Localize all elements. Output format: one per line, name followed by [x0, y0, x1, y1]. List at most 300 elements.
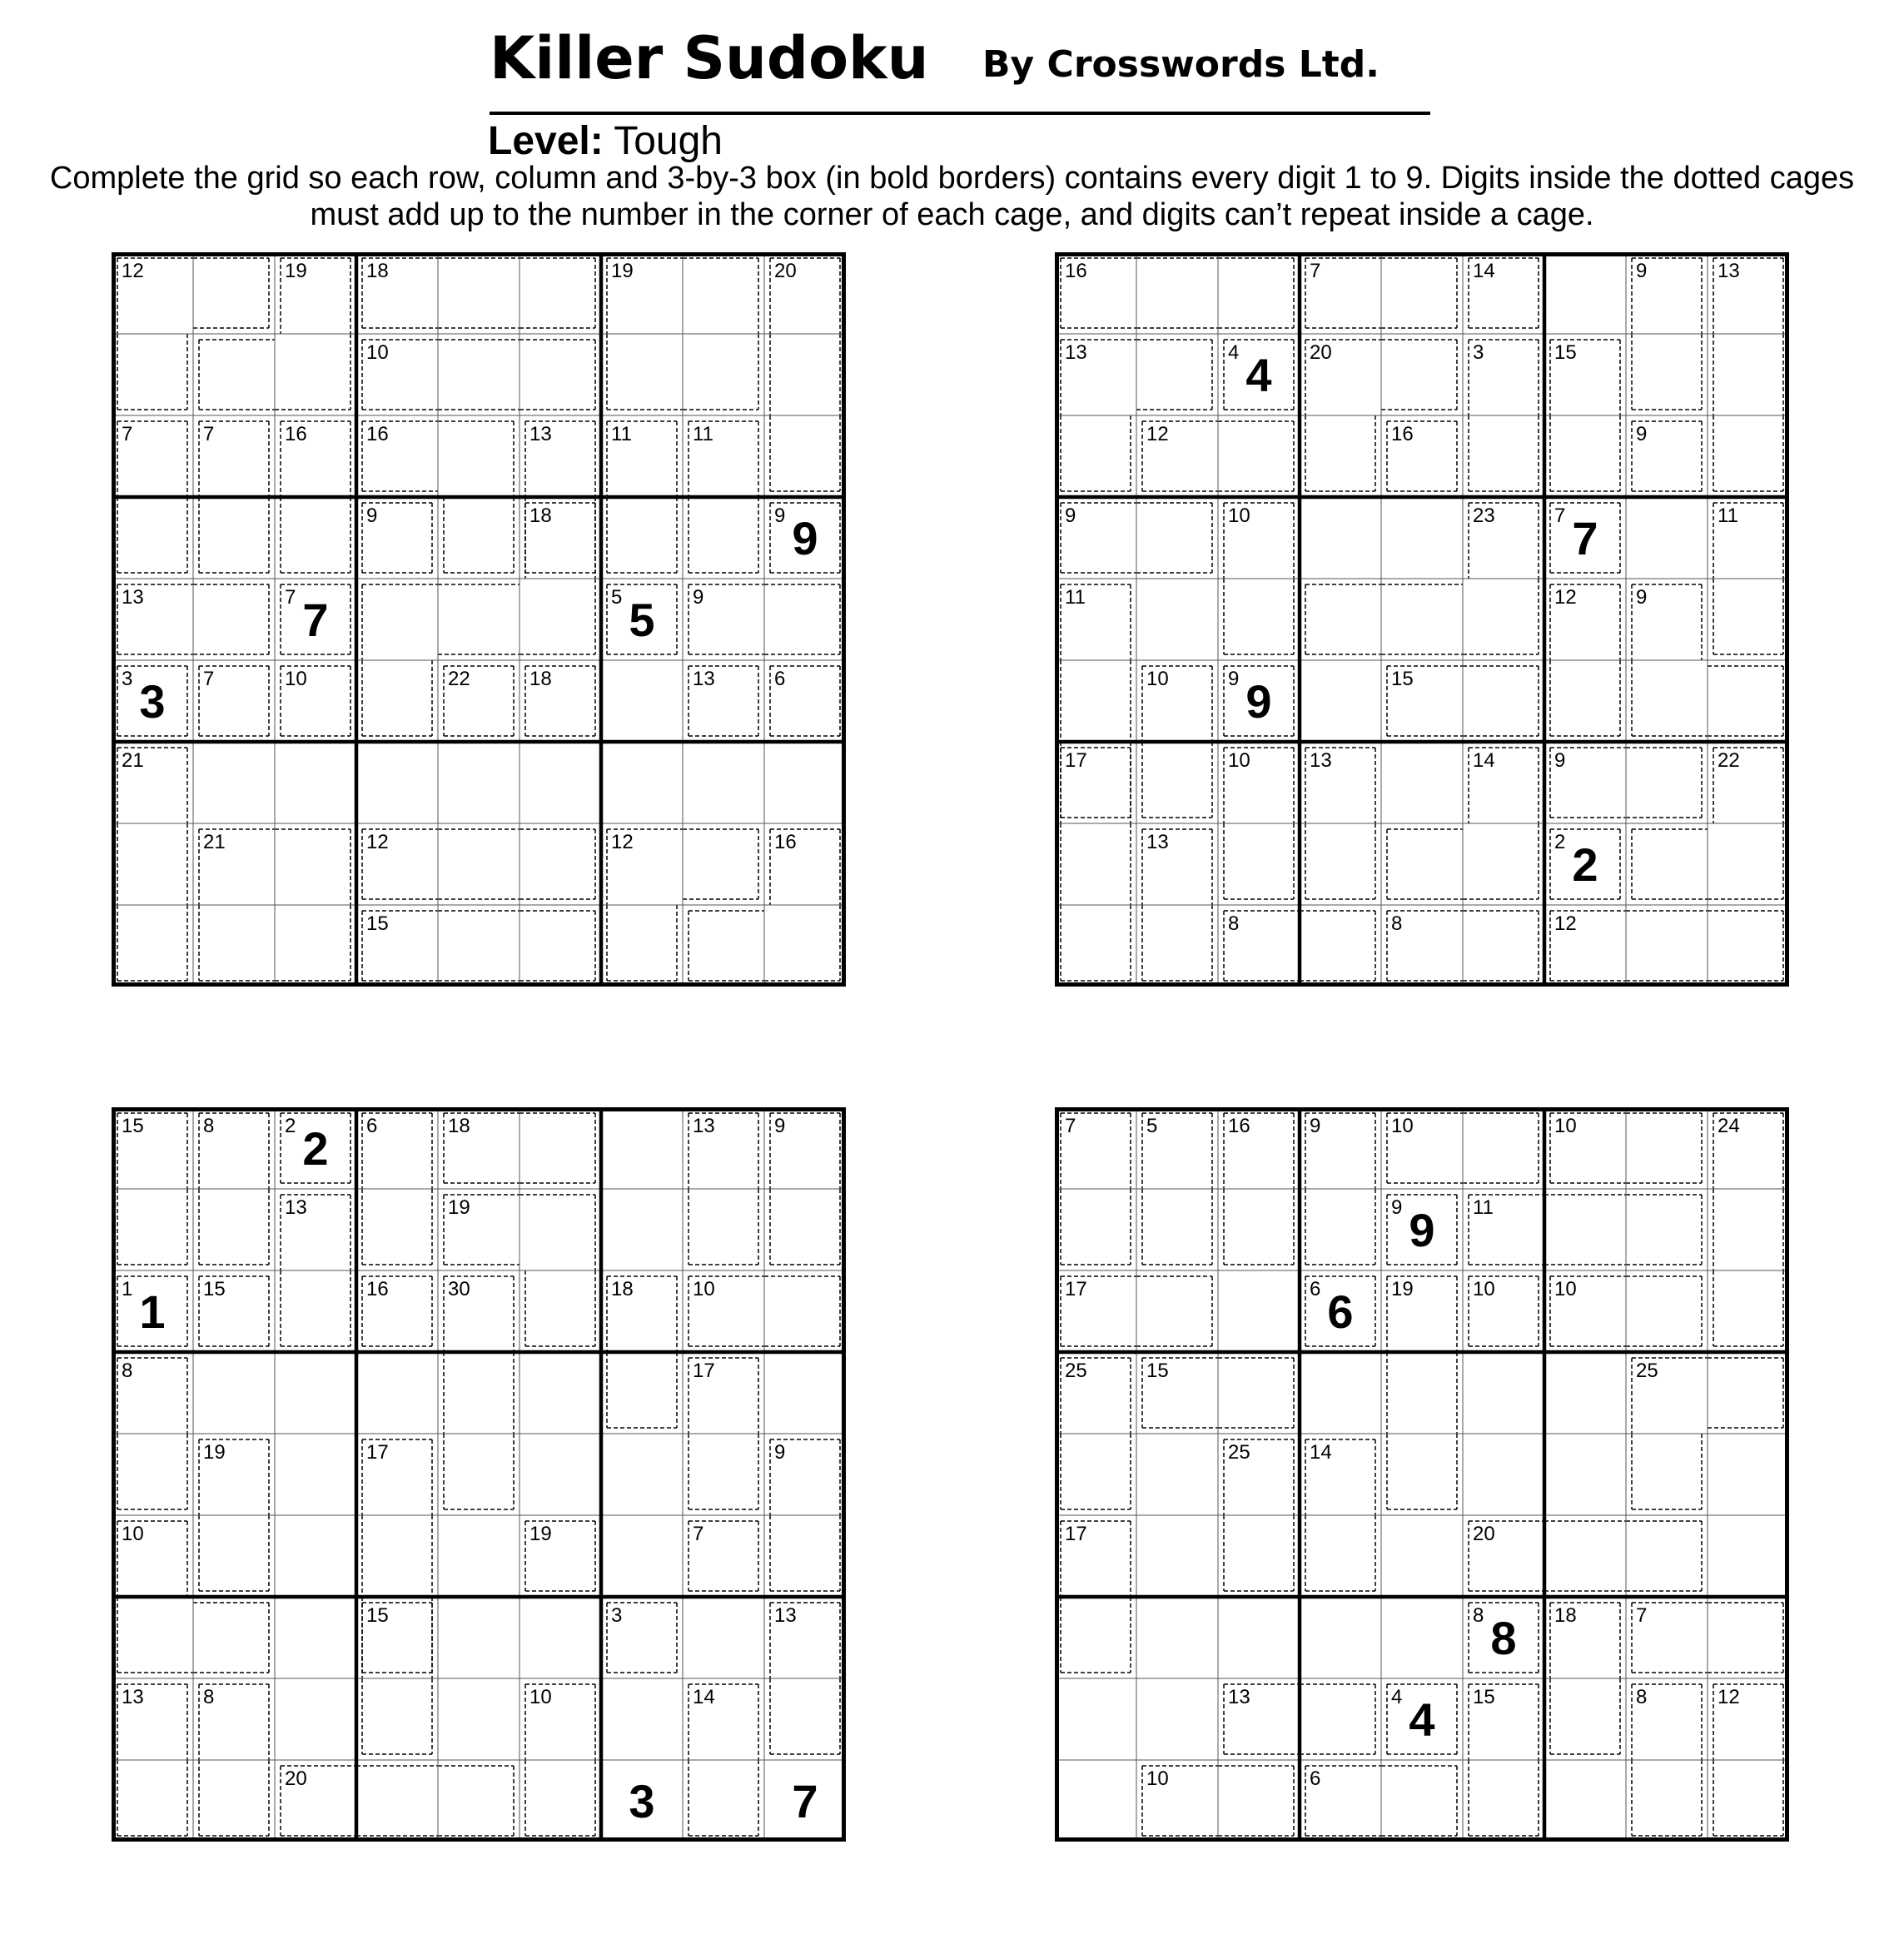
cage-sum-label: 1 [122, 1278, 133, 1300]
sudoku-cell[interactable] [683, 497, 764, 579]
sudoku-cell[interactable] [438, 823, 519, 905]
cage-sum-label: 4 [1228, 341, 1240, 364]
sudoku-cell[interactable] [1463, 1434, 1544, 1515]
sudoku-cell[interactable] [1708, 415, 1789, 497]
sudoku-cell[interactable] [193, 579, 275, 660]
sudoku-cell[interactable] [1055, 1597, 1136, 1678]
cage-sum-label: 25 [1636, 1360, 1658, 1382]
sudoku-cell[interactable] [519, 1597, 601, 1678]
sudoku-cell[interactable] [193, 1352, 275, 1434]
sudoku-cell[interactable] [112, 1760, 193, 1842]
sudoku-cell[interactable] [438, 579, 519, 660]
sudoku-cell[interactable] [1136, 1678, 1218, 1760]
sudoku-cell[interactable] [601, 334, 683, 415]
sudoku-cell[interactable] [1463, 579, 1544, 660]
cage-sum-label: 10 [122, 1523, 144, 1545]
sudoku-cell[interactable] [601, 660, 683, 742]
sudoku-cell[interactable] [601, 1189, 683, 1270]
cage-sum-label: 21 [203, 831, 226, 853]
sudoku-cell[interactable] [1136, 905, 1218, 987]
cage-sum-label: 17 [366, 1441, 389, 1464]
cage-sum-label: 16 [285, 423, 307, 445]
sudoku-cell[interactable] [356, 1760, 438, 1842]
cage-sum-label: 9 [693, 586, 704, 609]
sudoku-cell[interactable] [1708, 1760, 1789, 1842]
sudoku-cell[interactable] [601, 905, 683, 987]
sudoku-cell[interactable] [438, 1434, 519, 1515]
cage-sum-label: 7 [1554, 505, 1566, 527]
cage-sum-label: 20 [1310, 341, 1332, 364]
sudoku-cell[interactable] [1708, 1352, 1789, 1434]
grid-svg [112, 1107, 846, 1842]
given-digit: 2 [1572, 838, 1598, 891]
sudoku-cell[interactable] [601, 497, 683, 579]
given-digit: 8 [1490, 1612, 1517, 1664]
cage-sum-label: 12 [1718, 1686, 1740, 1708]
sudoku-cell[interactable] [1300, 1515, 1381, 1597]
sudoku-cell[interactable] [1381, 1597, 1463, 1678]
sudoku-cell[interactable] [1381, 497, 1463, 579]
cage-sum-label: 13 [122, 586, 144, 609]
sudoku-cell[interactable] [1218, 1597, 1300, 1678]
cage-sum-label: 13 [1065, 341, 1087, 364]
sudoku-cell[interactable] [764, 334, 846, 415]
sudoku-cell[interactable] [1463, 1352, 1544, 1434]
cage-sum-label: 18 [529, 505, 552, 527]
cage-sum-label: 16 [1391, 423, 1414, 445]
cage-sum-label: 9 [1065, 505, 1076, 527]
sudoku-cell[interactable] [275, 1678, 356, 1760]
sudoku-cell[interactable] [683, 1434, 764, 1515]
cage-sum-label: 10 [285, 668, 307, 690]
sudoku-cell[interactable] [1626, 1270, 1708, 1352]
sudoku-cell[interactable] [1381, 1352, 1463, 1434]
sudoku-cell[interactable] [1381, 334, 1463, 415]
sudoku-cell[interactable] [438, 1515, 519, 1597]
sudoku-cell[interactable] [1463, 415, 1544, 497]
sudoku-cell[interactable] [193, 497, 275, 579]
instructions-text: Complete the grid so each row, column and 3-by-3 box (in bold borders) contains every digit 1 to 9. Digits inside the dotted cages must add up to the number in the corner of each cage, and digits can’t repeat inside a cage. [49, 161, 1855, 232]
sudoku-cell[interactable] [1136, 334, 1218, 415]
sudoku-cell[interactable] [1463, 823, 1544, 905]
sudoku-cell[interactable] [438, 334, 519, 415]
sudoku-cell[interactable] [1708, 1597, 1789, 1678]
given-digit: 1 [139, 1285, 166, 1338]
sudoku-cell[interactable] [1463, 1760, 1544, 1842]
sudoku-cell[interactable] [112, 905, 193, 987]
sudoku-cell[interactable] [1136, 497, 1218, 579]
sudoku-cell[interactable] [1544, 415, 1626, 497]
sudoku-cell[interactable] [1300, 660, 1381, 742]
cage-sum-label: 20 [774, 260, 797, 282]
sudoku-cell[interactable] [519, 905, 601, 987]
sudoku-cell[interactable] [1136, 1189, 1218, 1270]
cage-sum-label: 9 [774, 1115, 786, 1137]
cage-sum-label: 10 [1146, 1767, 1169, 1790]
level-label: Level: [488, 119, 604, 163]
header-rule [490, 112, 1430, 115]
cage-sum-label: 16 [366, 423, 389, 445]
sudoku-cell[interactable] [193, 1189, 275, 1270]
sudoku-cell[interactable] [683, 252, 764, 334]
sudoku-cell[interactable] [764, 1189, 846, 1270]
cage-sum-label: 13 [529, 423, 552, 445]
cage-sum-label: 5 [611, 586, 623, 609]
cage-sum-label: 9 [1636, 423, 1648, 445]
sudoku-cell[interactable] [1708, 823, 1789, 905]
cage-sum-label: 17 [693, 1360, 715, 1382]
sudoku-cell[interactable] [438, 1352, 519, 1434]
sudoku-cell[interactable] [683, 742, 764, 823]
given-digit: 7 [302, 594, 329, 646]
sudoku-cell[interactable] [1463, 660, 1544, 742]
cage-sum-label: 14 [693, 1686, 715, 1708]
sudoku-cell[interactable] [275, 1270, 356, 1352]
cage-sum-label: 19 [529, 1523, 552, 1545]
cage-sum-label: 20 [285, 1767, 307, 1790]
cage-sum-label: 10 [1554, 1115, 1577, 1137]
sudoku-cell[interactable] [1544, 1434, 1626, 1515]
sudoku-cell[interactable] [275, 1515, 356, 1597]
sudoku-cell[interactable] [764, 579, 846, 660]
sudoku-cell[interactable] [1708, 1189, 1789, 1270]
cage-sum-label: 13 [1146, 831, 1169, 853]
sudoku-cell[interactable] [193, 905, 275, 987]
cage-sum-label: 7 [1065, 1115, 1076, 1137]
cage-sum-label: 8 [1391, 912, 1403, 935]
sudoku-cell[interactable] [1626, 823, 1708, 905]
sudoku-cell[interactable] [764, 1678, 846, 1760]
sudoku-cell[interactable] [356, 1678, 438, 1760]
sudoku-cell[interactable] [683, 1597, 764, 1678]
cage-sum-label: 15 [1146, 1360, 1169, 1382]
cage-sum-label: 10 [1391, 1115, 1414, 1137]
sudoku-cell[interactable] [764, 1352, 846, 1434]
cage-sum-label: 8 [203, 1686, 215, 1708]
sudoku-cell[interactable] [275, 497, 356, 579]
sudoku-cell[interactable] [1136, 1597, 1218, 1678]
sudoku-grid-top-left[interactable] [112, 252, 846, 987]
cage-sum-label: 22 [448, 668, 470, 690]
sudoku-cell[interactable] [683, 1189, 764, 1270]
cage-sum-label: 7 [1636, 1604, 1648, 1627]
sudoku-cell[interactable] [764, 1515, 846, 1597]
sudoku-cell[interactable] [1055, 823, 1136, 905]
sudoku-cell[interactable] [193, 334, 275, 415]
cage-sum-label: 9 [366, 505, 378, 527]
sudoku-cell[interactable] [1136, 579, 1218, 660]
sudoku-cell[interactable] [1218, 1515, 1300, 1597]
sudoku-cell[interactable] [683, 905, 764, 987]
sudoku-cell[interactable] [519, 1434, 601, 1515]
sudoku-cell[interactable] [519, 1189, 601, 1270]
sudoku-cell[interactable] [601, 1434, 683, 1515]
sudoku-cell[interactable] [1381, 823, 1463, 905]
sudoku-cell[interactable] [1300, 823, 1381, 905]
sudoku-grid-bottom-left[interactable] [112, 1107, 846, 1842]
sudoku-cell[interactable] [275, 905, 356, 987]
sudoku-cell[interactable] [1381, 1515, 1463, 1597]
sudoku-cell[interactable] [112, 1597, 193, 1678]
sudoku-cell[interactable] [1300, 1189, 1381, 1270]
sudoku-cell[interactable] [1544, 660, 1626, 742]
sudoku-cell[interactable] [601, 1678, 683, 1760]
sudoku-cell[interactable] [1708, 905, 1789, 987]
sudoku-cell[interactable] [519, 252, 601, 334]
sudoku-cell[interactable] [683, 1760, 764, 1842]
sudoku-cell[interactable] [1626, 334, 1708, 415]
sudoku-cell[interactable] [1463, 1107, 1544, 1189]
cage-sum-label: 15 [366, 1604, 389, 1627]
page-title: Killer Sudoku [490, 24, 929, 92]
sudoku-cell[interactable] [1055, 1189, 1136, 1270]
sudoku-cell[interactable] [1136, 1515, 1218, 1597]
cage-sum-label: 10 [693, 1278, 715, 1300]
cage-sum-label: 12 [1146, 423, 1169, 445]
sudoku-cell[interactable] [1136, 742, 1218, 823]
sudoku-cell[interactable] [1381, 579, 1463, 660]
cage-sum-label: 19 [203, 1441, 226, 1464]
sudoku-cell[interactable] [1626, 905, 1708, 987]
sudoku-cell[interactable] [112, 823, 193, 905]
difficulty-level [488, 117, 723, 167]
cage-sum-label: 5 [1146, 1115, 1158, 1137]
sudoku-cell[interactable] [1055, 1678, 1136, 1760]
sudoku-cell[interactable] [1381, 1434, 1463, 1515]
cage-sum-label: 19 [448, 1196, 470, 1219]
sudoku-cell[interactable] [112, 334, 193, 415]
sudoku-cell[interactable] [112, 1434, 193, 1515]
sudoku-cell[interactable] [764, 1270, 846, 1352]
sudoku-cell[interactable] [1300, 415, 1381, 497]
sudoku-cell[interactable] [1626, 742, 1708, 823]
sudoku-cell[interactable] [275, 823, 356, 905]
sudoku-cell[interactable] [1136, 252, 1218, 334]
sudoku-cell[interactable] [1218, 1760, 1300, 1842]
sudoku-cell[interactable] [1708, 660, 1789, 742]
cage-sum-label: 10 [1473, 1278, 1495, 1300]
sudoku-cell[interactable] [275, 742, 356, 823]
cage-sum-label: 8 [1473, 1604, 1484, 1627]
sudoku-cell[interactable] [193, 252, 275, 334]
sudoku-cell[interactable] [438, 742, 519, 823]
sudoku-cell[interactable] [1708, 334, 1789, 415]
cage-sum-label: 23 [1473, 505, 1495, 527]
sudoku-cell[interactable] [1626, 1760, 1708, 1842]
sudoku-cell[interactable] [1708, 579, 1789, 660]
cage-sum-label: 9 [1228, 668, 1240, 690]
cage-sum-label: 12 [122, 260, 144, 282]
sudoku-cell[interactable] [438, 1597, 519, 1678]
cage-sum-label: 16 [1228, 1115, 1250, 1137]
sudoku-cell[interactable] [1626, 1107, 1708, 1189]
sudoku-cell[interactable] [683, 334, 764, 415]
sudoku-cell[interactable] [1544, 1760, 1626, 1842]
cage-sum-label: 13 [1718, 260, 1740, 282]
sudoku-cell[interactable] [1381, 742, 1463, 823]
cage-sum-label: 9 [1554, 749, 1566, 772]
cage-sum-label: 19 [1391, 1278, 1414, 1300]
sudoku-cell[interactable] [764, 742, 846, 823]
sudoku-cell[interactable] [519, 742, 601, 823]
cage-sum-label: 7 [122, 423, 133, 445]
sudoku-cell[interactable] [193, 1515, 275, 1597]
cage-sum-label: 13 [1310, 749, 1332, 772]
sudoku-cell[interactable] [1463, 905, 1544, 987]
cage-sum-label: 10 [1554, 1278, 1577, 1300]
sudoku-cell[interactable] [1218, 252, 1300, 334]
grid-svg [112, 252, 846, 987]
sudoku-cell[interactable] [601, 1515, 683, 1597]
cage-sum-label: 6 [366, 1115, 378, 1137]
sudoku-cell[interactable] [1381, 1760, 1463, 1842]
cage-sum-label: 25 [1228, 1441, 1250, 1464]
given-digit: 9 [1409, 1204, 1435, 1256]
cage-sum-label: 18 [1554, 1604, 1577, 1627]
sudoku-cell[interactable] [1708, 1434, 1789, 1515]
sudoku-cell[interactable] [764, 905, 846, 987]
given-digit: 3 [139, 675, 166, 728]
sudoku-cell[interactable] [1136, 1270, 1218, 1352]
sudoku-cell[interactable] [1544, 252, 1626, 334]
sudoku-cell[interactable] [438, 252, 519, 334]
cage-sum-label: 4 [1391, 1686, 1403, 1708]
sudoku-cell[interactable] [1136, 1434, 1218, 1515]
cage-sum-label: 14 [1473, 749, 1495, 772]
sudoku-cell[interactable] [1300, 497, 1381, 579]
sudoku-cell[interactable] [1626, 1434, 1708, 1515]
sudoku-cell[interactable] [275, 1352, 356, 1434]
cage-sum-label: 8 [203, 1115, 215, 1137]
cage-sum-label: 7 [203, 423, 215, 445]
sudoku-cell[interactable] [519, 1270, 601, 1352]
sudoku-cell[interactable] [356, 1515, 438, 1597]
sudoku-cell[interactable] [275, 334, 356, 415]
given-digit: 2 [302, 1122, 329, 1175]
sudoku-cell[interactable] [1218, 579, 1300, 660]
cage-sum-label: 11 [1718, 505, 1738, 527]
sudoku-cell[interactable] [1055, 1760, 1136, 1842]
sudoku-cell[interactable] [683, 823, 764, 905]
cage-sum-label: 7 [285, 586, 296, 609]
cage-sum-label: 17 [1065, 1523, 1087, 1545]
cage-sum-label: 13 [693, 1115, 715, 1137]
sudoku-cell[interactable] [519, 823, 601, 905]
sudoku-cell[interactable] [601, 1352, 683, 1434]
sudoku-cell[interactable] [519, 1352, 601, 1434]
sudoku-cell[interactable] [1300, 905, 1381, 987]
sudoku-cell[interactable] [1544, 1352, 1626, 1434]
given-digit: 9 [792, 512, 818, 564]
given-digit: 6 [1327, 1285, 1354, 1338]
cage-sum-label: 3 [122, 668, 133, 690]
sudoku-cell[interactable] [1055, 415, 1136, 497]
sudoku-cell[interactable] [519, 1760, 601, 1842]
cage-sum-label: 8 [1636, 1686, 1648, 1708]
sudoku-cell[interactable] [275, 1434, 356, 1515]
sudoku-cell[interactable] [356, 1189, 438, 1270]
sudoku-cell[interactable] [1300, 1678, 1381, 1760]
sudoku-cell[interactable] [356, 1352, 438, 1434]
sudoku-cell[interactable] [356, 579, 438, 660]
sudoku-cell[interactable] [1300, 1352, 1381, 1434]
sudoku-cell[interactable] [1544, 1515, 1626, 1597]
sudoku-cell[interactable] [1381, 252, 1463, 334]
sudoku-cell[interactable] [438, 1678, 519, 1760]
sudoku-cell[interactable] [438, 1760, 519, 1842]
cage-sum-label: 10 [1146, 668, 1169, 690]
given-digit: 5 [629, 594, 655, 646]
sudoku-cell[interactable] [519, 579, 601, 660]
cage-sum-label: 7 [693, 1523, 704, 1545]
publisher-byline: By Crosswords Ltd. [982, 43, 1380, 86]
sudoku-cell[interactable] [1626, 1515, 1708, 1597]
sudoku-cell[interactable] [438, 497, 519, 579]
sudoku-grid-top-right[interactable] [1055, 252, 1789, 987]
sudoku-cell[interactable] [356, 742, 438, 823]
cage-sum-label: 6 [774, 668, 786, 690]
sudoku-cell[interactable] [438, 415, 519, 497]
cage-sum-label: 13 [1228, 1686, 1250, 1708]
cage-sum-label: 19 [611, 260, 634, 282]
sudoku-cell[interactable] [1055, 905, 1136, 987]
cage-sum-label: 16 [1065, 260, 1087, 282]
sudoku-cell[interactable] [1218, 1352, 1300, 1434]
sudoku-cell[interactable] [1708, 1515, 1789, 1597]
given-digit: 4 [1245, 349, 1272, 401]
sudoku-cell[interactable] [519, 1107, 601, 1189]
sudoku-cell[interactable] [1300, 579, 1381, 660]
sudoku-cell[interactable] [1626, 1189, 1708, 1270]
cage-sum-label: 18 [611, 1278, 634, 1300]
cage-sum-label: 2 [285, 1115, 296, 1137]
sudoku-cell[interactable] [193, 1597, 275, 1678]
grid-svg [1055, 1107, 1789, 1842]
sudoku-cell[interactable] [519, 334, 601, 415]
cage-sum-label: 9 [1310, 1115, 1321, 1137]
sudoku-cell[interactable] [1708, 1270, 1789, 1352]
sudoku-cell[interactable] [1055, 660, 1136, 742]
sudoku-cell[interactable] [112, 1189, 193, 1270]
grid-svg [1055, 252, 1789, 987]
sudoku-cell[interactable] [1055, 1434, 1136, 1515]
sudoku-cell[interactable] [1300, 1597, 1381, 1678]
sudoku-cell[interactable] [1544, 1189, 1626, 1270]
sudoku-cell[interactable] [356, 660, 438, 742]
cage-sum-label: 6 [1310, 1767, 1321, 1790]
sudoku-cell[interactable] [193, 742, 275, 823]
sudoku-cell[interactable] [275, 1597, 356, 1678]
sudoku-cell[interactable] [1626, 497, 1708, 579]
sudoku-cell[interactable] [112, 497, 193, 579]
cage-sum-label: 8 [122, 1360, 133, 1382]
sudoku-cell[interactable] [601, 1107, 683, 1189]
sudoku-cell[interactable] [1626, 660, 1708, 742]
sudoku-cell[interactable] [764, 415, 846, 497]
sudoku-cell[interactable] [1218, 415, 1300, 497]
cage-sum-label: 12 [1554, 912, 1577, 935]
sudoku-grid-bottom-right[interactable] [1055, 1107, 1789, 1842]
cage-sum-label: 3 [611, 1604, 623, 1627]
cage-sum-label: 11 [1065, 586, 1086, 609]
sudoku-cell[interactable] [438, 905, 519, 987]
sudoku-cell[interactable] [1544, 1678, 1626, 1760]
sudoku-cell[interactable] [1218, 1189, 1300, 1270]
sudoku-cell[interactable] [1218, 1270, 1300, 1352]
sudoku-cell[interactable] [1218, 823, 1300, 905]
sudoku-cell[interactable] [601, 742, 683, 823]
sudoku-cell[interactable] [193, 1760, 275, 1842]
